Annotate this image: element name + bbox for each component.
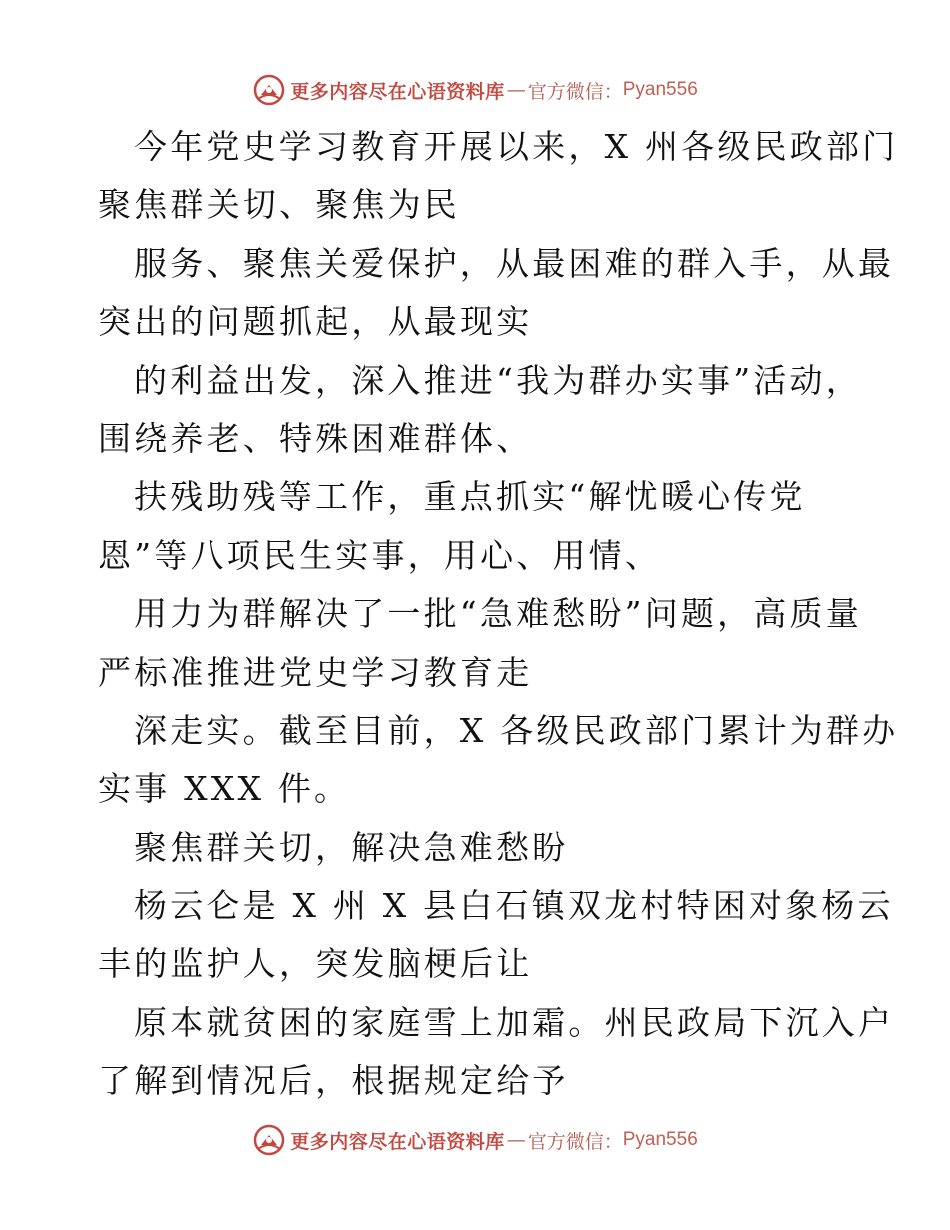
text-line: 服务、聚焦关爱保护，从最困难的群入手，从最 [134, 243, 895, 283]
watermark-text: 更多内容尽在心语资料库 [290, 80, 505, 103]
text-line: 聚焦群关切、聚焦为民 [98, 185, 460, 225]
watermark-wechat-label: 官方微信： [527, 1130, 623, 1153]
text-line: 今年党史学习教育开展以来，X 州各级民政部门 [134, 127, 899, 166]
watermark-separator: — [506, 1129, 526, 1151]
watermark-separator: — [506, 79, 526, 101]
text-line: 聚焦群关切，解决急难愁盼 [134, 827, 569, 867]
text-line: 的利益出发，深入推进“我为群办实事”活动， [134, 360, 862, 400]
watermark-text: 更多内容尽在心语资料库 [290, 1130, 505, 1153]
text-line: 严标准推进党史学习教育走 [98, 652, 533, 692]
text-line: 了解到情况后，根据规定给予 [98, 1061, 569, 1101]
text-line: 杨云仑是 X 州 X 县白石镇双龙村特困对象杨云 [134, 886, 894, 926]
text-line: 深走实。截至目前，X 各级民政部门累计为群办 [134, 710, 899, 750]
text-line: 实事 XXX 件。 [98, 769, 351, 809]
watermark-wechat-id: Pyan556 [622, 79, 698, 100]
text-line: 扶残助残等工作，重点抓实“解忧暖心传党 [134, 477, 806, 517]
footer-watermark [0, 1120, 950, 1160]
book-logo-icon [252, 73, 286, 107]
text-line: 围绕养老、特殊困难群体、 [98, 418, 533, 458]
text-line: 原本就贫困的家庭雪上加霜。州民政局下沉入户 [134, 1002, 895, 1042]
text-line: 用力为群解决了一批“急难愁盼”问题，高质量 [134, 594, 862, 634]
watermark-wechat-id: Pyan556 [622, 1129, 698, 1150]
book-logo-icon [252, 1123, 286, 1157]
header-watermark [0, 70, 950, 110]
text-line: 恩”等八项民生实事，用心、用情、 [98, 535, 662, 575]
text-line: 丰的监护人，突发脑梗后让 [98, 944, 533, 984]
body-text [98, 118, 899, 1111]
watermark-wechat-label: 官方微信： [527, 80, 623, 103]
text-line: 突出的问题抓起，从最现实 [98, 302, 533, 342]
